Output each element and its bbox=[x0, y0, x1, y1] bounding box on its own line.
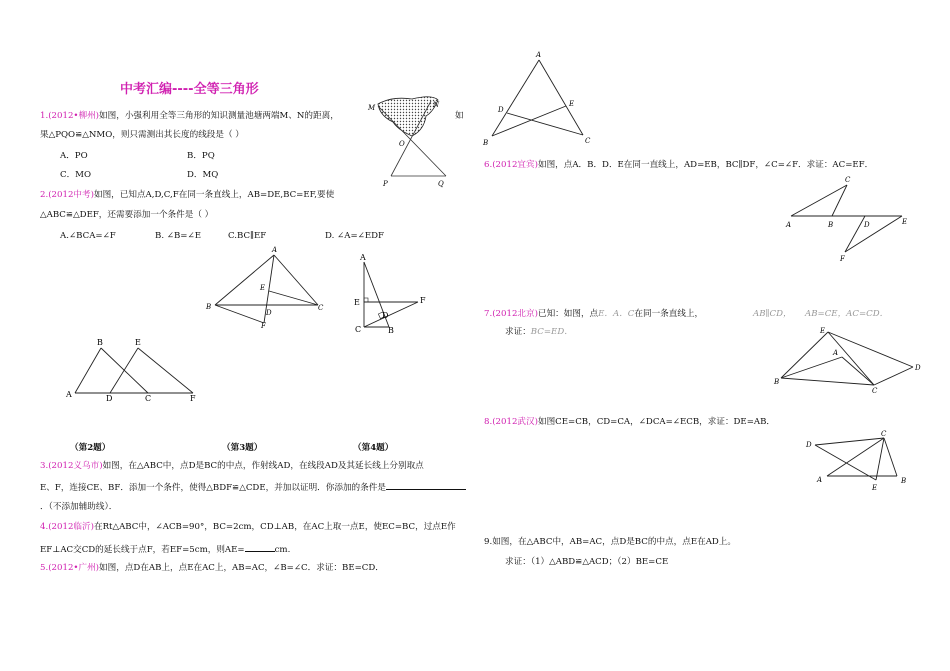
q3-text-2: E、F，连接CE、BF．添加一个条件，使得△BDF≌△CDE，并加以证明．你添加的条件是 bbox=[40, 483, 386, 493]
q9-text-1: 9.如图，在△ABC中，AB=AC，点D是BC的中点，点E在AD上。 bbox=[484, 537, 736, 547]
f2-label-c: C bbox=[145, 394, 152, 403]
f6-label-a: A bbox=[786, 221, 792, 229]
q7-number: 7. bbox=[484, 309, 493, 319]
q1-number: 1. bbox=[40, 111, 49, 121]
q8-number: 8. bbox=[484, 417, 493, 427]
q6-text-1: 如图，点A．B．D．E在同一直线上，AD=EB，BC∥DF，∠C=∠F．求证：AC=EF． bbox=[537, 160, 874, 170]
q1-text-1-end: 如 bbox=[455, 111, 464, 121]
q2-option-c: C.BC∥EF bbox=[228, 231, 267, 241]
caption-figure-2: （第2题） bbox=[70, 443, 111, 453]
q1-source: (2012•柳州) bbox=[48, 111, 100, 121]
f4-label-a: A bbox=[360, 253, 366, 262]
q1-option-b: B．PQ bbox=[187, 151, 215, 161]
f2-label-b: B bbox=[97, 338, 103, 347]
f3-label-b: B bbox=[206, 303, 212, 311]
f2-label-a: A bbox=[66, 390, 72, 399]
f2-label-d: D bbox=[106, 394, 113, 403]
f3-label-a: A bbox=[272, 246, 278, 254]
q4-number: 4. bbox=[40, 522, 49, 532]
q1-text-1: 如图，小强利用全等三角形的知识测量池塘两端M、N的距离， bbox=[99, 111, 339, 121]
f7-label-a: A bbox=[833, 349, 839, 357]
f4-label-f: F bbox=[420, 296, 426, 305]
f8-label-e: E bbox=[872, 484, 878, 492]
q4-source: (2012临沂) bbox=[48, 522, 94, 532]
f1-label-p: P bbox=[383, 180, 388, 188]
q2-number: 2. bbox=[40, 190, 49, 200]
q4-text-2a: EF⊥AC交CD的延长线于点F，若EF=5cm，则AE= bbox=[40, 545, 245, 555]
f5-label-b: B bbox=[483, 139, 489, 147]
f2-label-e: E bbox=[135, 338, 141, 347]
q7-text-1a: 已知：如图，点 bbox=[537, 309, 599, 319]
f7-label-c: C bbox=[872, 387, 878, 395]
q2-option-a: A.∠BCA=∠F bbox=[60, 231, 116, 241]
f5-label-a: A bbox=[536, 51, 542, 59]
q7-points: E．A．C bbox=[598, 309, 635, 319]
q2-text-1: 如图，已知点A,D,C,F在同一条直线上，AB=DE,BC=EF,要使 bbox=[93, 190, 335, 200]
q6-source: (2012宜宾) bbox=[492, 160, 538, 170]
f8-label-a: A bbox=[817, 476, 823, 484]
f6-label-b: B bbox=[828, 221, 834, 229]
f4-label-c: C bbox=[355, 325, 362, 334]
f1-label-q: Q bbox=[438, 180, 444, 188]
q2-option-b: B. ∠B=∠E bbox=[155, 231, 201, 241]
q5-text-1: 如图，点D在AB上，点E在AC上，AB=AC，∠B=∠C．求证：BE=CD． bbox=[99, 563, 384, 573]
f8-label-c: C bbox=[881, 430, 887, 438]
f6-label-f: F bbox=[840, 255, 845, 263]
q7-source: (2012北京) bbox=[492, 309, 538, 319]
q7-proof: BC=ED． bbox=[530, 327, 573, 337]
q4-text-1: 在Rt△ABC中，∠ACB=90°，BC=2cm，CD⊥AB，在AC上取一点E，使EC=BC，过点E作 bbox=[93, 522, 456, 532]
f8-label-d: D bbox=[806, 441, 812, 449]
q7-condition-1: AB∥CD， bbox=[753, 309, 792, 319]
q2-text-2: △ABC≌△DEF，还需要添加一个条件是（ ） bbox=[40, 210, 214, 220]
q7-proof-label: 求证： bbox=[505, 327, 531, 337]
f4-label-e: E bbox=[354, 298, 360, 307]
f6-label-d: D bbox=[864, 221, 870, 229]
f7-label-d: D bbox=[915, 364, 921, 372]
q3-text-3: ．（不添加辅助线）． bbox=[40, 502, 118, 512]
caption-figure-3: （第3题） bbox=[222, 443, 263, 453]
q7-text-1c: 在同一条直线上， bbox=[634, 309, 704, 319]
f3-label-c: C bbox=[318, 304, 324, 312]
f1-label-o: O bbox=[399, 140, 405, 148]
q6-number: 6. bbox=[484, 160, 493, 170]
caption-figure-4: （第4题） bbox=[353, 443, 394, 453]
f3-label-f: F bbox=[261, 322, 266, 330]
q5-source: (2012•广州) bbox=[48, 563, 100, 573]
f3-label-e: E bbox=[260, 284, 266, 292]
f7-label-b: B bbox=[774, 378, 780, 386]
q4-text-2b: cm. bbox=[274, 545, 291, 555]
f7-label-e: E bbox=[820, 327, 826, 335]
q3-number: 3. bbox=[40, 461, 49, 471]
f4-label-d: D bbox=[382, 311, 389, 320]
q7-condition-2: AB=CE，AC=CD． bbox=[805, 309, 889, 319]
f1-label-n: N bbox=[433, 101, 440, 109]
q1-option-c: C．MO bbox=[60, 170, 92, 180]
q1-option-d: D．MQ bbox=[187, 170, 219, 180]
q1-text-2: 果△PQO≌△NMO，则只需测出其长度的线段是（ ） bbox=[40, 130, 244, 140]
f6-label-c: C bbox=[845, 176, 851, 184]
f5-label-c: C bbox=[585, 137, 591, 145]
f2-label-f: F bbox=[190, 394, 196, 403]
f8-label-b: B bbox=[901, 477, 907, 485]
f6-label-e: E bbox=[902, 218, 908, 226]
f4-label-b: B bbox=[388, 326, 394, 335]
q3-text-1: 如图，在△ABC中，点D是BC的中点，作射线AD，在线段AD及其延长线上分别取点 bbox=[102, 461, 424, 471]
q2-source: (2012中考) bbox=[48, 190, 94, 200]
q8-text-1: 如图CE=CB，CD=CA，∠DCA=∠ECB，求证：DE=AB． bbox=[537, 417, 776, 427]
f1-label-m: M bbox=[368, 104, 376, 112]
q9-text-2: 求证：（1）△ABD≌△ACD；（2）BE=CE bbox=[505, 557, 669, 567]
q8-source: (2012武汉) bbox=[492, 417, 538, 427]
q5-number: 5. bbox=[40, 563, 49, 573]
f3-label-d: D bbox=[266, 309, 272, 317]
q1-option-a: A．PO bbox=[60, 151, 88, 161]
f5-label-e: E bbox=[569, 100, 575, 108]
f5-label-d: D bbox=[498, 106, 504, 114]
page-title: 中考汇编----全等三角形 bbox=[120, 82, 259, 97]
q2-option-d: D. ∠A=∠EDF bbox=[325, 231, 384, 241]
q3-source: (2012义乌市) bbox=[48, 461, 103, 471]
